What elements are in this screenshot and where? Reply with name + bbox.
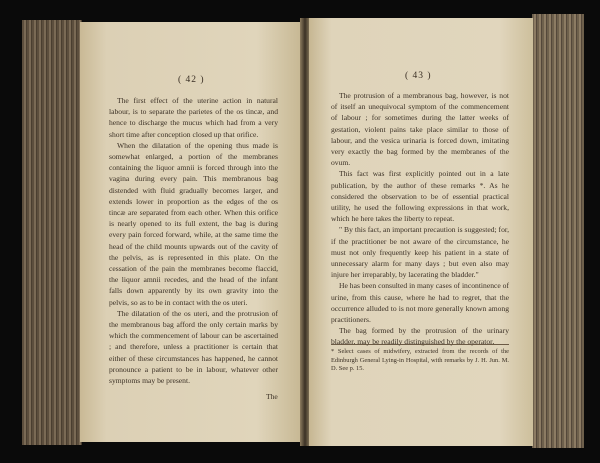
- right-page-body: [331, 90, 509, 348]
- footnote-rule: [331, 344, 509, 345]
- book-page-edges-right: [532, 14, 584, 448]
- page-number-right: ( 43 ): [405, 71, 432, 81]
- catchword: The: [266, 392, 278, 401]
- paragraph: He has been consulted in many cases of incontinence of urine, from this cause, where he had to regret, that the occurrence alluded to is not more generally known among practitioners.: [331, 281, 509, 325]
- paragraph: The first effect of the uterine action in natural labour, is to separate the parietes of the os tincæ, and hence to discharge the mucus which had from a very short time after conception closed up that orifice.: [109, 96, 278, 139]
- book-page-edges-left: [22, 20, 82, 445]
- left-page: [80, 22, 301, 442]
- footnote: * Select cases of midwifery, extracted from the records of the Edinburgh General Lying-in Hospital, with remarks by J. H. Jun. M. D. See p. 15.: [331, 348, 509, 373]
- paragraph: This fact was first explicitly pointed out in a late publication, by the author of these remarks *. As he considered the observation to be of essential practical utility, he used the following expressions in that work, which he here takes the liberty to repeat.: [331, 169, 509, 224]
- paragraph: The bag formed by the protrusion of the urinary bladder, may be readily distinguished by the operator,: [331, 326, 509, 347]
- paragraph: The protrusion of a membranous bag, however, is not of itself an unequivocal symptom of the commencement of labour ; for sometimes during the latter weeks of gestation, violent pains take place similar to those of labour, and the vesica urinaria is forced down, imitating very exactly the bag formed by the membranes of the ovum.: [331, 91, 509, 168]
- left-page-body: [109, 95, 278, 386]
- right-page: [309, 18, 533, 446]
- paragraph: " By this fact, an important precaution is suggested; for, if the practitioner be not aware of the circumstance, he must not only frequently keep his patient in a state of unnecessary alarm for many days ; but even also may injure her irreparably, by lacerating the bladder.": [331, 225, 509, 280]
- paragraph: When the dilatation of the opening thus made is somewhat enlarged, a portion of the membranes containing the liquor amnii is forced through into the vagina during every pain. This membranous bag distended with fluid gradually becomes larger, and extends lower in proportion as the edges of the os tincæ are separated from each other. When this orifice is nearly opened to its full extent, the bag is during every pain forced forward, while, at the same time the head of the child mounts upwards out of the cavity of the pelvis, as is represented in this plate. On the cessation of the pain the membranes become flaccid, the liquor amnii recedes, and the head of the infant falls down apparently by its own gravity into the pelvis, so as to be in contact with the os uteri.: [109, 140, 278, 307]
- paragraph: The dilatation of the os uteri, and the protrusion of the membranous bag afford the only certain marks by which the commencement of labour can be ascertained ; and therefore, unless a practitioner is certain that either of these circumstances has happened, he cannot pronounce a patient to be in labour, whatever other symptoms may be present.: [109, 308, 278, 386]
- page-number-left: ( 42 ): [178, 75, 205, 85]
